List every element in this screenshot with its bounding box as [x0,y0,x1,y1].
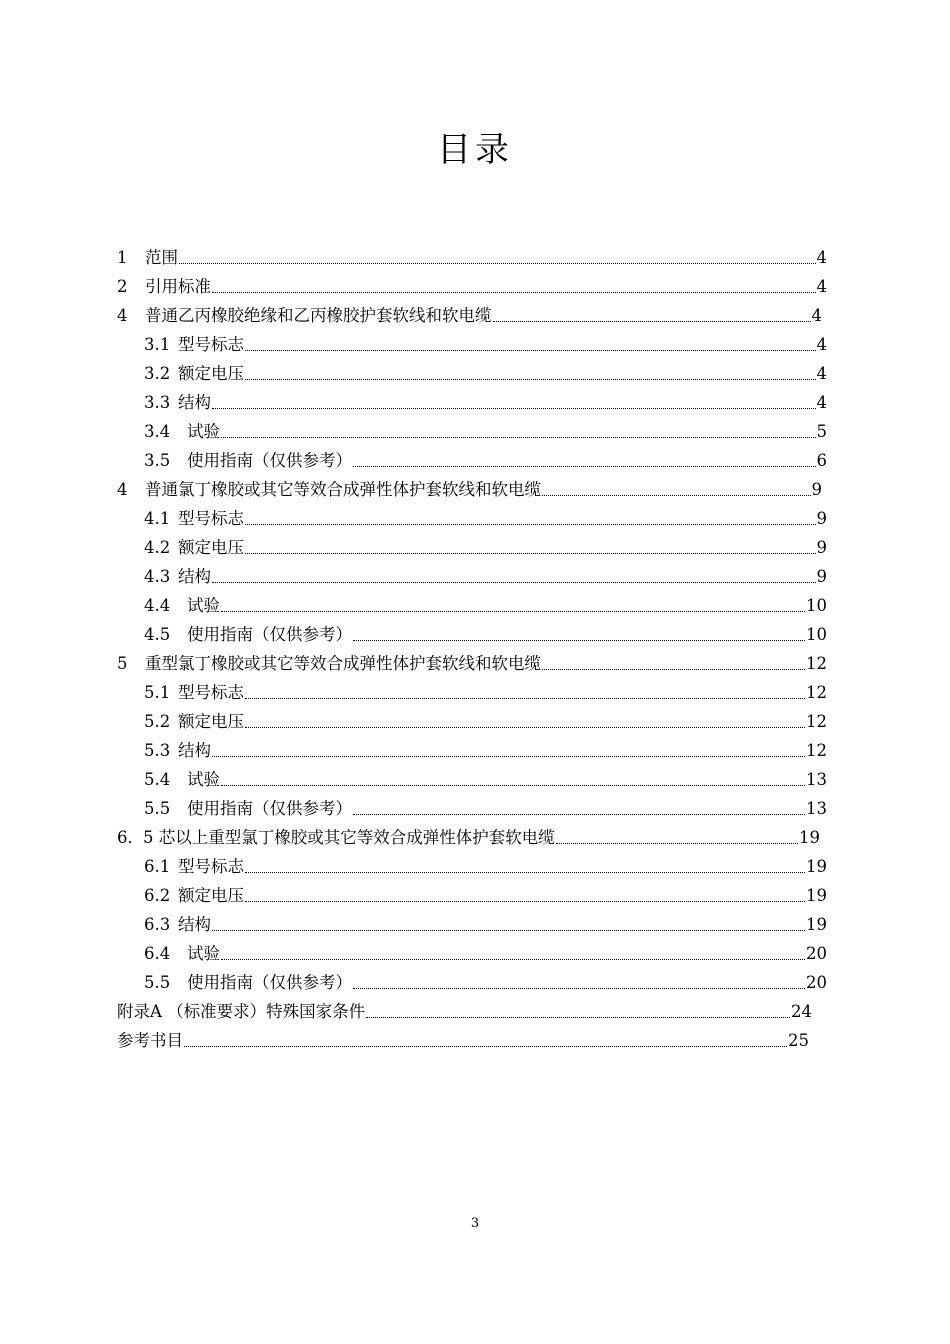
toc-entry[interactable] [117,303,822,327]
toc-entry-number: 6.3 [144,915,171,934]
toc-entry-number: 6． [117,828,144,847]
toc-entry-page: 4 [811,306,822,325]
toc-dot-leader [245,379,816,380]
toc-entry-title: 范围 [145,248,178,267]
toc-dot-leader [353,814,805,815]
toc-entry-number: 3.2 [144,364,171,383]
toc-entry-page: 24 [791,1002,812,1021]
toc-entry-title: 型号标志 [178,509,244,528]
toc-entry-page: 19 [806,915,827,934]
toc-entry-page: 4 [816,248,827,267]
toc-entry[interactable] [144,883,827,907]
toc-entry-number: 2 [117,277,128,296]
toc-entry-page: 12 [806,712,827,731]
toc-entry[interactable] [117,477,822,501]
toc-entry[interactable] [144,332,827,356]
toc-dot-leader [245,727,805,728]
toc-entry[interactable] [144,941,827,965]
toc-dot-leader [245,698,805,699]
toc-entry[interactable] [117,245,827,269]
page-title: 目录 [437,130,513,170]
toc-entry-number: 5.3 [144,741,171,760]
toc-entry-number: 1 [117,248,128,267]
toc-entry-page: 9 [811,480,822,499]
toc-entry[interactable] [144,970,827,994]
toc-entry-number: 6.4 [144,944,171,963]
toc-entry-number: 3.4 [144,422,171,441]
toc-dot-leader [245,553,816,554]
toc-dot-leader [212,582,816,583]
toc-entry-title: 引用标准 [145,277,211,296]
toc-dot-leader [353,640,805,641]
toc-entry[interactable] [144,564,827,588]
toc-dot-leader [542,669,805,670]
toc-entry-title: 结构 [178,741,211,760]
toc-entry-page: 13 [806,799,827,818]
toc-dot-leader [245,350,816,351]
toc-entry-title: 结构 [178,393,211,412]
toc-dot-leader [212,292,816,293]
toc-entry-number: 3.5 [144,451,171,470]
toc-entry-number: 5.1 [144,683,171,702]
toc-dot-leader [245,524,816,525]
toc-entry-page: 12 [806,683,827,702]
toc-dot-leader [245,901,805,902]
toc-entry[interactable] [144,796,827,820]
toc-entry-number: 4.5 [144,625,171,644]
toc-entry-number: 3.3 [144,393,171,412]
toc-entry-appendix[interactable] [117,999,812,1023]
toc-entry-page: 20 [806,944,827,963]
toc-entry[interactable] [144,361,827,385]
toc-entry-page: 19 [806,886,827,905]
toc-entry-title: 重型氯丁橡胶或其它等效合成弹性体护套软线和软电缆 [145,654,541,673]
toc-entry-number: 5.5 [144,799,171,818]
toc-entry-page: 12 [806,741,827,760]
toc-entry-page: 9 [816,509,827,528]
toc-dot-leader [221,437,816,438]
toc-entry-title: 使用指南（仅供参考） [187,799,352,818]
toc-entry-number: 4.1 [144,509,171,528]
toc-entry-title: 额定电压 [178,364,244,383]
toc-entry[interactable] [144,767,827,791]
toc-entry-number: 5.2 [144,712,171,731]
page-number: 3 [470,1216,480,1231]
toc-entry-page: 10 [806,625,827,644]
toc-entry-number: 5.4 [144,770,171,789]
toc-entry-title: 试验 [187,944,220,963]
toc-entry[interactable] [144,738,827,762]
toc-entry-page: 20 [806,973,827,992]
toc-entry-page: 19 [799,828,820,847]
toc-entry-title: 试验 [187,770,220,789]
toc-entry-page: 4 [816,393,827,412]
toc-dot-leader [353,466,816,467]
toc-entry-title: 额定电压 [178,886,244,905]
toc-dot-leader [184,1046,787,1047]
toc-entry-title: 型号标志 [178,857,244,876]
toc-entry-title: 型号标志 [178,335,244,354]
toc-entry-title: 结构 [178,915,211,934]
toc-entry-page: 5 [816,422,827,441]
toc-entry-page: 25 [788,1031,809,1050]
toc-entry[interactable] [117,651,827,675]
toc-entry[interactable] [144,448,827,472]
toc-entry-number: 6.2 [144,886,171,905]
toc-entry-bibliography[interactable] [117,1028,809,1052]
toc-entry-number: 5 [117,654,128,673]
toc-entry-title: 附录A （标准要求）特殊国家条件 [117,1002,366,1021]
toc-entry-number: 6.1 [144,857,171,876]
toc-entry-number: 4.4 [144,596,171,615]
toc-entry-title: 普通氯丁橡胶或其它等效合成弹性体护套软线和软电缆 [145,480,541,499]
toc-entry[interactable] [117,274,827,298]
toc-dot-leader [493,321,811,322]
toc-dot-leader [212,756,805,757]
toc-entry-title: 结构 [178,567,211,586]
toc-entry-title: 使用指南（仅供参考） [187,451,352,470]
toc-entry-number: 4.2 [144,538,171,557]
toc-dot-leader [179,263,816,264]
toc-dot-leader [212,408,816,409]
toc-entry[interactable] [144,854,827,878]
toc-dot-leader [221,611,805,612]
toc-entry[interactable] [144,709,827,733]
toc-entry-page: 19 [806,857,827,876]
toc-entry[interactable] [144,680,827,704]
toc-entry-number: 4 [117,480,128,499]
toc-entry-number: 4.3 [144,567,171,586]
toc-entry-page: 6 [816,451,827,470]
toc-dot-leader [556,843,798,844]
toc-entry-title: 型号标志 [178,683,244,702]
toc-entry-page: 9 [816,538,827,557]
toc-dot-leader [212,930,805,931]
toc-dot-leader [245,872,805,873]
toc-entry-page: 4 [816,277,827,296]
toc-entry-title: 普通乙丙橡胶绝缘和乙丙橡胶护套软线和软电缆 [145,306,492,325]
toc-entry-number: 4 [117,306,128,325]
toc-dot-leader [221,959,805,960]
toc-entry-title: 参考书目 [117,1031,183,1050]
toc-entry-number: 5.5 [144,973,171,992]
toc-entry-title: 使用指南（仅供参考） [187,973,352,992]
toc-entry-page: 12 [806,654,827,673]
toc-entry[interactable] [144,535,827,559]
toc-dot-leader [366,1017,790,1018]
toc-entry-title: 额定电压 [178,538,244,557]
toc-entry[interactable] [144,622,827,646]
toc-entry[interactable] [144,593,827,617]
toc-entry[interactable] [144,390,827,414]
toc-entry[interactable] [144,419,827,443]
toc-entry-page: 4 [816,364,827,383]
toc-entry-title: 使用指南（仅供参考） [187,625,352,644]
toc-entry[interactable] [117,825,820,849]
toc-dot-leader [542,495,811,496]
toc-entry-title: 试验 [187,596,220,615]
toc-entry-page: 13 [806,770,827,789]
toc-entry-page: 9 [816,567,827,586]
toc-entry-page: 4 [816,335,827,354]
toc-entry-title: 试验 [187,422,220,441]
toc-entry[interactable] [144,912,827,936]
toc-entry-title: 5 芯以上重型氯丁橡胶或其它等效合成弹性体护套软电缆 [143,828,555,847]
toc-entry-number: 3.1 [144,335,171,354]
toc-dot-leader [221,785,805,786]
toc-entry[interactable] [144,506,827,530]
toc-entry-page: 10 [806,596,827,615]
toc-dot-leader [353,988,805,989]
toc-entry-title: 额定电压 [178,712,244,731]
